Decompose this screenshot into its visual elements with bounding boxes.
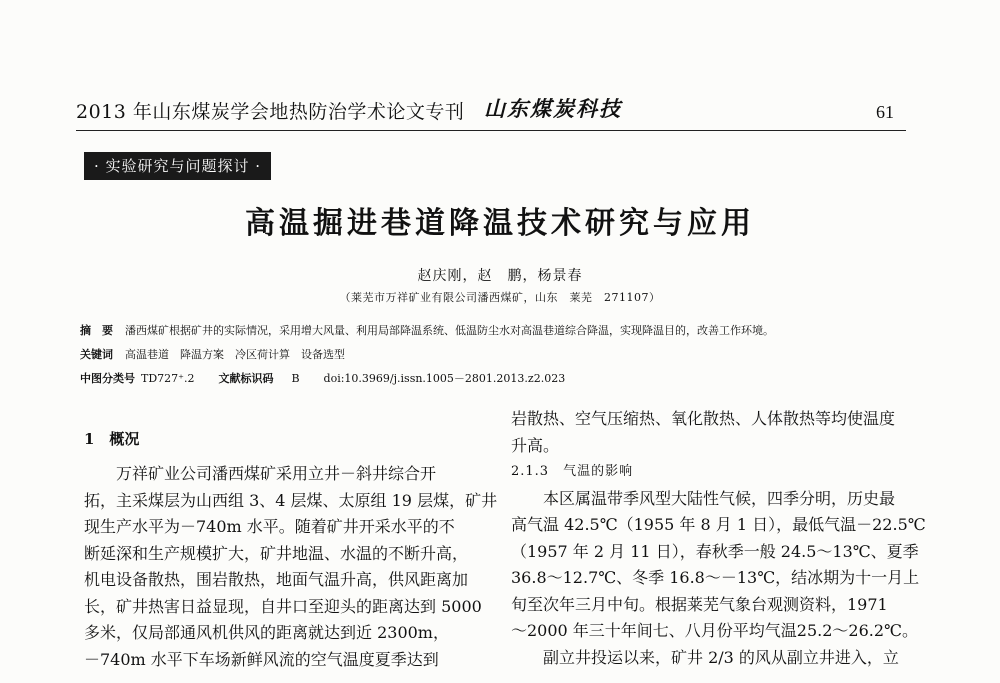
- doc-code-label: 文献标识码: [218, 372, 274, 385]
- text-line: 岩散热、空气压缩热、氧化散热、人体散热等均使温度: [511, 409, 896, 428]
- text-line: 机电设备散热，围岩散热，地面气温升高，供风距离加: [84, 570, 469, 589]
- keywords-line: [80, 346, 345, 362]
- text-line: －740m 水平下车场新鲜风流的空气温度夏季达到: [84, 649, 439, 669]
- section-tag: · 实验研究与问题探讨 ·: [84, 152, 271, 180]
- keywords-label: 关键词: [80, 348, 113, 361]
- text-line: 拓，主采煤层为山西组 3、4 层煤、太原组 19 层煤，矿井: [84, 490, 498, 510]
- text-line: ～2000 年三十年间七、八月份平均气温25.2～26.2℃。: [511, 621, 918, 640]
- text-line: 36.8～12.7℃、冬季 16.8～－13℃，结冰期为十一月上: [511, 568, 920, 587]
- section-heading: 1 概况: [84, 430, 140, 448]
- text-line: 现生产水平为－740m 水平。随着矿井开采水平的不: [84, 517, 455, 536]
- header-rule: [76, 130, 906, 131]
- abstract-line: [80, 322, 774, 338]
- clc-label: 中图分类号: [80, 372, 135, 385]
- left-column: [84, 461, 498, 673]
- text-line: （1957 年 2 月 11 日），春秋季一般 24.5～13℃、夏季: [511, 541, 919, 561]
- article-affiliation: （莱芜市万祥矿业有限公司潘西煤矿，山东 莱芜 271107）: [339, 291, 661, 304]
- abstract-label: 摘 要: [80, 324, 113, 337]
- article-title: 高温掘进巷道降温技术研究与应用: [245, 206, 755, 241]
- journal-header: 2013 年山东煤炭学会地热防治学术论文专刊: [76, 101, 465, 123]
- page-number: 61: [876, 102, 894, 122]
- text-line: 旬至次年三月中旬。根据莱芜气象台观测资料，1971: [511, 594, 888, 614]
- subsection-heading: 2.1.3 气温的影响: [511, 464, 634, 479]
- text-line: 高气温 42.5℃（1955 年 8 月 1 日），最低气温－22.5℃: [511, 515, 926, 534]
- text-line: 升高。: [511, 435, 560, 455]
- text-line: 长，矿井热害日益显现，自井口至迎头的距离达到 5000: [84, 596, 482, 616]
- keywords-text: 高温巷道 降温方案 冷区荷计算 设备选型: [125, 348, 345, 361]
- classification-line: [80, 370, 565, 386]
- clc-value: TD727⁺.2: [141, 372, 195, 385]
- text-line: 万祥矿业公司潘西煤矿采用立井－斜井综合开: [84, 464, 437, 483]
- right-column: [511, 406, 926, 671]
- text-line: 多米，仅局部通风机供风的距离就达到近 2300m，: [84, 623, 449, 642]
- journal-logo: 山东煤炭科技: [484, 96, 622, 121]
- text-line: 本区属温带季风型大陆性气候，四季分明，历史最: [511, 488, 896, 508]
- text-line: 断延深和生产规模扩大，矿井地温、水温的不断升高，: [84, 543, 469, 563]
- doc-code-value: B: [291, 372, 300, 385]
- doi-text: doi:10.3969/j.issn.1005－2801.2013.z2.023: [323, 372, 566, 385]
- text-line: 副立井投运以来，矿井 2/3 的风从副立井进入，立: [511, 647, 899, 667]
- abstract-text: 潘西煤矿根据矿井的实际情况，采用增大风量、利用局部降温系统、低温防尘水对高温巷道综合降温，实现降温目的，改善工作环境。: [125, 324, 774, 337]
- article-authors: 赵庆刚，赵 鹏，杨景春: [417, 268, 583, 284]
